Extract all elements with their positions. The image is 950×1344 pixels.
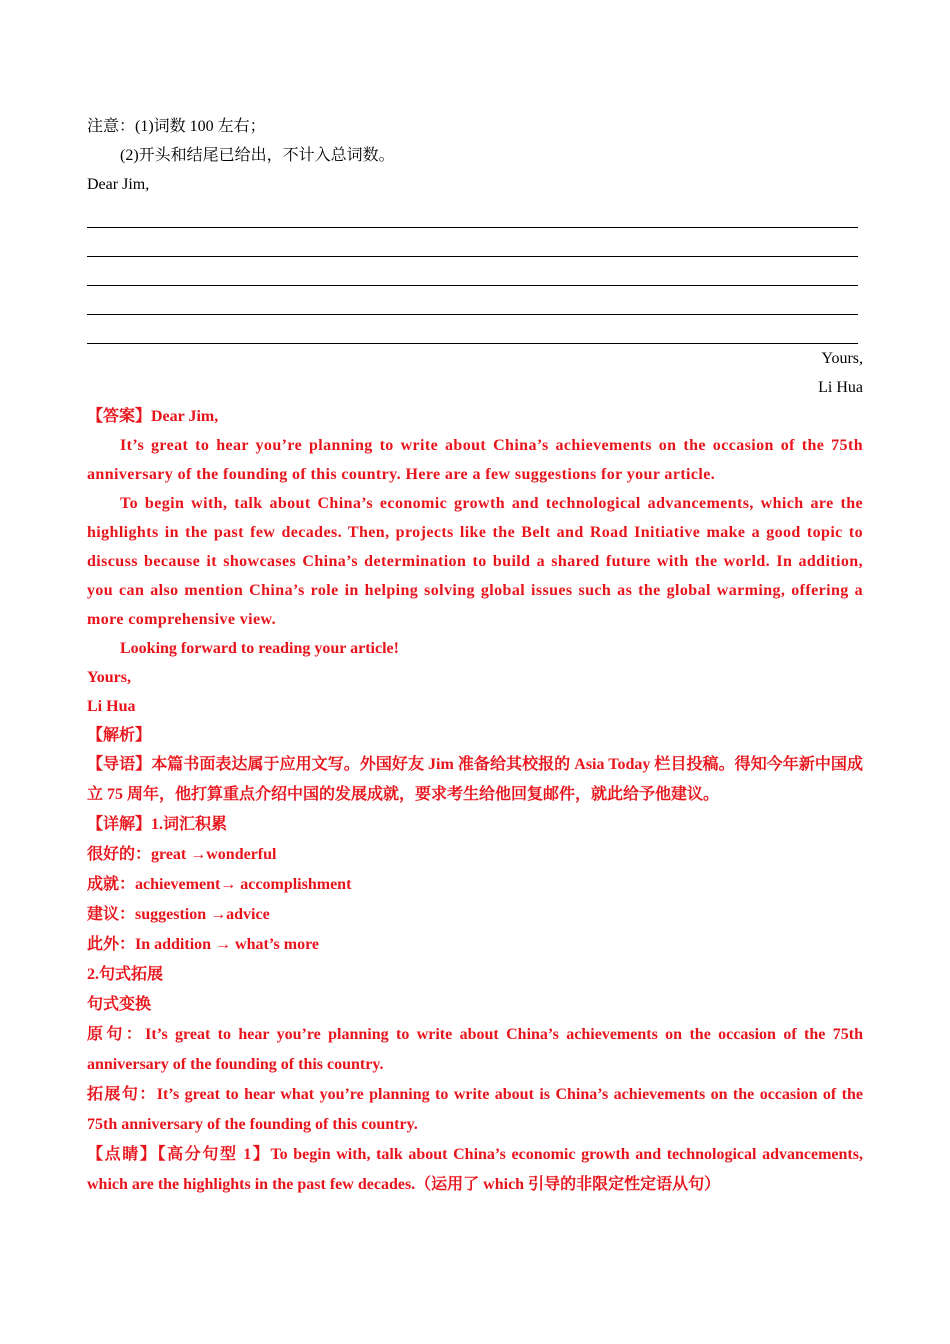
answer-paragraph-3: Looking forward to reading your article! — [120, 640, 399, 657]
analysis-label: 【解析】 — [87, 727, 152, 744]
letter-salutation: Dear Jim, — [87, 176, 150, 193]
document-page — [87, 112, 863, 1200]
vocab-item: 此外：In addition → what’s more — [87, 936, 320, 953]
writing-line[interactable] — [87, 257, 858, 286]
letter-closing: Yours, — [821, 350, 863, 367]
writing-line[interactable] — [87, 199, 858, 228]
answer-closing: Yours, — [87, 669, 132, 686]
highlight-sentence: 【点睛】【高分句型 1】To begin with, talk about China’s economic growth and technological advancements, which are the highlights in the past few decades.（运用了 which 引导的非限定性定语从句） — [87, 1146, 863, 1193]
answer-paragraph-2: To begin with, talk about China’s economic growth and technological advancements, which are the highlights in the past few decades. Then, projects like the Belt and Road Initiative make a good topic to discuss because it showcases China’s determination to build a shared future with the world. In addition, you can also mention China’s role in helping solving global issues such as the global warming, offering a more comprehensive view. — [87, 495, 863, 628]
transform-heading: 句式变换 — [87, 996, 152, 1013]
vocab-item: 建议：suggestion →advice — [87, 906, 270, 923]
original-sentence: 原句：It’s great to hear you’re planning to write about China’s achievements on the occasion of the 75th anniversary of the founding of this country. — [87, 1026, 863, 1073]
writing-line[interactable] — [87, 315, 858, 344]
note-word-count: 注意：(1)词数 100 左右； — [87, 118, 266, 135]
expanded-sentence: 拓展句：It’s great to hear what you’re planning to write about is China’s achievements on the occasion of the 75th anniversary of the founding of this country. — [87, 1086, 863, 1133]
answer-signature: Li Hua — [87, 698, 136, 715]
writing-line[interactable] — [87, 286, 858, 315]
writing-line[interactable] — [87, 228, 858, 257]
letter-signature: Li Hua — [818, 379, 863, 396]
note-opening-closing: (2)开头和结尾已给出，不计入总词数。 — [120, 147, 395, 164]
detail-heading: 【详解】1.词汇积累 — [87, 816, 228, 833]
analysis-intro: 【导语】本篇书面表达属于应用文写。外国好友 Jim 准备给其校报的 Asia Today 栏目投稿。得知今年新中国成立 75 周年，他打算重点介绍中国的发展成就，要求考生给他回复邮件，就此给予他建议。 — [87, 756, 863, 803]
answer-paragraph-1: It’s great to hear you’re planning to write about China’s achievements on the occasion of the 75th anniversary of the founding of this country. Here are a few suggestions for your article. — [87, 437, 863, 483]
pattern-heading: 2.句式拓展 — [87, 966, 164, 983]
vocab-item: 很好的：great →wonderful — [87, 846, 277, 863]
vocab-item: 成就：achievement→ accomplishment — [87, 876, 352, 893]
answer-label: 【答案】Dear Jim, — [87, 408, 219, 425]
